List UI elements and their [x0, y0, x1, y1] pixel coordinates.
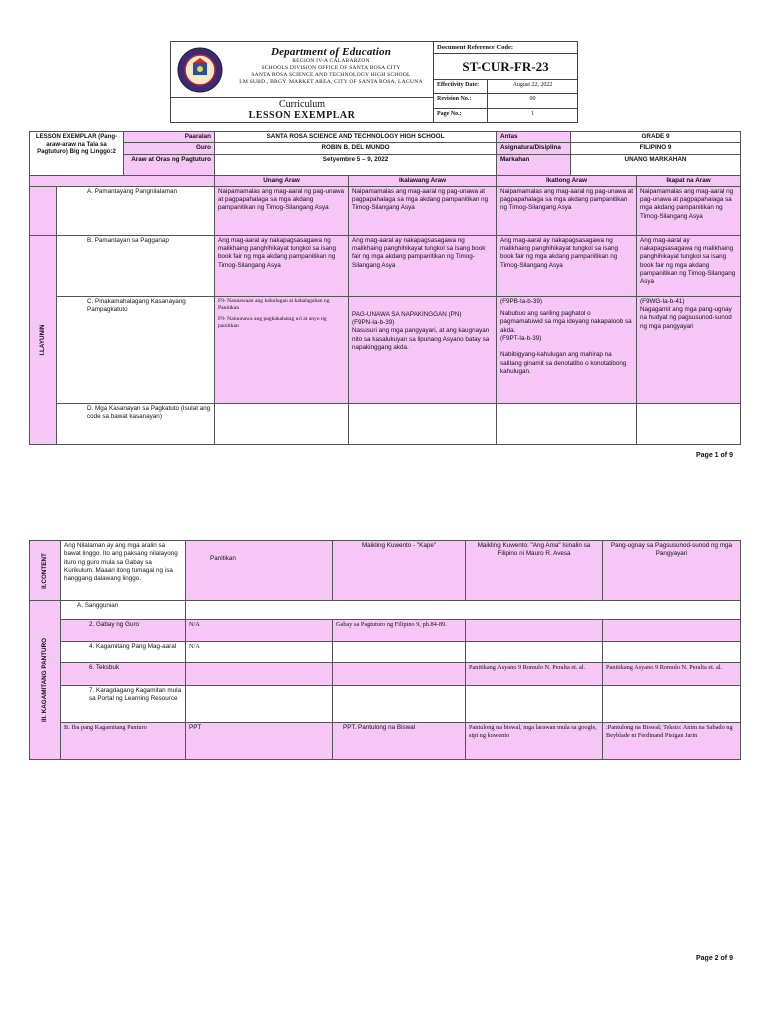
row-d-day3: [497, 403, 637, 444]
asignatura-value: FILIPINO 9: [571, 143, 741, 154]
day-header-4: Ikapat na Araw: [637, 175, 741, 186]
row-a-day4: Naipamamalas ang mag-aaral ng pag-unawa at pagpapahalaga sa mga akdang pampanitikan ng Timog-Silangang Asya: [637, 186, 741, 235]
paaralan-label: Paaralan: [124, 132, 215, 143]
iba-pang-day1: PPT: [186, 723, 333, 760]
row-d-day1: [215, 403, 349, 444]
document-control-box: [434, 42, 577, 122]
school-line: SANTA ROSA SCIENCE AND TECHNOLOGY HIGH SCHOOL: [251, 72, 411, 78]
kagamitang-mag-aaral-day1: N/A: [186, 642, 333, 663]
row-a-label: A. Pamantayang Pangnilalaman: [57, 186, 215, 235]
row-d-day4: [637, 403, 741, 444]
araw-label: Araw at Oras ng Pagtuturo: [124, 154, 215, 175]
header-identity: [171, 42, 434, 122]
guro-value: ROBIN B. DEL MUNDO: [215, 143, 497, 154]
gabay-guro-day2: Gabay sa Pagtuturo ng Filipino 9, ph.84-89.: [333, 620, 466, 642]
row-b-day4: Ang mag-aaral ay nakapagsasagawa ng malikhaing panghihikayat tungkol sa isang book fair ng mga akdang pampanitikan ng Timog-Silangang Asya: [637, 235, 741, 296]
kagamitan-side-label: III. KAGAMITANG PANTURO: [30, 601, 61, 760]
row-c-label: C. Pinakamahalagang Kasanayang Pampagkatuto: [57, 296, 215, 403]
iba-pang-day4: :Pantulong na Biswal; Teksto: Anim na Sabado ng Beyblade ni Ferdinand Pisigan Jarin: [603, 723, 741, 760]
kagamitang-mag-aaral-label: 4. Kagamitang Pang Mag-aaral: [61, 642, 186, 663]
department-title: Department of Education: [270, 46, 392, 58]
row-c-day1: F9- Naunawaan ang kahulugan at kahalagahan ng Panitikan F9- Naiuunawa ang pagkakahatag uri at anyo ng panitikan: [215, 296, 349, 403]
page-label: Page No.:: [434, 109, 488, 122]
row-b-day3: Ang mag-aaral ay nakapagsasagawa ng malikhaing panghihikayat tungkol sa isang book fair ng mga akdang pampanitikan ng Timog-Silangang Asya: [497, 235, 637, 296]
region-line: REGION IV-A CALABARZON: [292, 58, 370, 64]
gabay-guro-label: 2. Gabay ng Guro: [61, 620, 186, 642]
teksbuk-label: 6. Teksbuk: [61, 663, 186, 686]
iba-pang-day2: PPT. Pantulong na Biswal: [333, 723, 466, 760]
content-label: Ang Nilalaman ay ang mga aralin sa bawat linggo. Ito ang paksang nilalayong ituro ng guro mula sa Gabay sa Kurikulum. Maaari itong tumagal ng isa hanggang dalawang linggo.: [61, 541, 186, 601]
address-line: LM SUBD., BRGY. MARKET AREA, CITY OF SANTA ROSA, LAGUNA: [239, 79, 423, 85]
content-day3: Maikling Kuwento: "Ang Ama" Isinalin sa Filipino ni Mauro R. Avesa: [466, 541, 603, 601]
document-header: [170, 41, 578, 123]
iba-pang-day3: Pantulong na biswal, mga larawan mula sa google, sipi ng kuwento: [466, 723, 603, 760]
antas-label: Antas: [497, 132, 571, 143]
lesson-plan-table-1: [29, 131, 741, 445]
layunin-side-label: I.LAYUNIN: [30, 235, 57, 444]
effectivity-value: August 22, 2022: [512, 82, 553, 88]
day-header-1: Unang Araw: [215, 175, 349, 186]
revision-label: Revision No.:: [434, 94, 488, 107]
page-value: 1: [531, 110, 534, 117]
row-c-day3: (F9PB-Ia-b-39) Nabubuo ang sariling paghatol o pagmamatuwid sa mga ideyang nakapaloob sa akda. (F9PT-Ia-b-39) Nabibigyang-kahulugan ang mahirap na salitang ginamit sa denotatibo o konotatibong kahulugan.: [497, 296, 637, 403]
doc-ref-label: Document Reference Code:: [434, 42, 577, 54]
lesson-plan-table-2: [29, 540, 741, 760]
curriculum-label: Curriculum: [278, 99, 326, 110]
row-c-day2: PAG-UNAWA SA NAPAKINGGAN (PN) (F9PN-Ia-b-39) Nasusuri ang mga pangyayari, at ang kaugnayan nito sa kasalukuyan sa lipunang Asyano batay sa napakinggang akda.: [349, 296, 497, 403]
sanggunian-label: A. Sanggunian: [61, 601, 186, 620]
iba-pang-kagamitan-label: B. Iba pang Kagamitang Panturo: [61, 723, 186, 760]
karagdagang-label: 7. Karagdagang Kagamitan mula sa Portal ng Learning Resource: [61, 686, 186, 723]
row-b-label: B. Pamantayan sa Pagganap: [57, 235, 215, 296]
row-a-day2: Naipamamalas ang mag-aaral ng pag-unawa at pagpapahalaga sa mga akdang pampanitikan ng Timog-Silangang Asya: [349, 186, 497, 235]
day-header-2: Ikalawang Araw: [349, 175, 497, 186]
teksbuk-day4: Panitikang Asyano 9 Romulo N. Peralta et. al.: [603, 663, 741, 686]
row-d-day2: [349, 403, 497, 444]
content-day4: Pang-ugnay sa Pagsusunod-sunod ng mga Pangyayari: [603, 541, 741, 601]
guro-label: Guro: [124, 143, 215, 154]
row-b-day1: Ang mag-aaral ay nakapagsasagawa ng malikhaing panghihikayat tungkol sa isang book fair ng mga akdang pampanitikan ng Timog-Silangang Asya: [215, 235, 349, 296]
gabay-guro-day1: N/A: [186, 620, 333, 642]
row-a-day1: Naipamamalas ang mag-aaral ng pag-unawa at pagpapahalaga sa mga akdang pampanitikan ng Timog-Silangang Asya: [215, 186, 349, 235]
division-line: SCHOOLS DIVISION OFFICE OF SANTA ROSA CITY: [261, 65, 401, 71]
araw-value: Setyembre 5 – 9, 2022: [215, 154, 497, 175]
markahan-value: UNANG MARKAHAN: [571, 154, 741, 175]
row-a-day3: Naipamamalas ang mag-aaral ng pag-unawa at pagpapahalaga sa mga akdang pampanitikan ng Timog-Silangang Asya: [497, 186, 637, 235]
row-c-day4: (F9WG-Ia-b-41) Nagagamit ang mga pang-ugnay na hudyat ng pagsusunod-sunod ng mga pangyayari: [637, 296, 741, 403]
content-day2: Maikling Kuwento - "Kape": [333, 541, 466, 601]
teksbuk-day3: Panitikang Asyano 9 Romulo N. Peralta et. al.: [466, 663, 603, 686]
content-side-label: II.CONTENT: [30, 541, 61, 601]
page-2-number: Page 2 of 9: [696, 955, 733, 962]
markahan-label: Markahan: [497, 154, 571, 175]
page-1-number: Page 1 of 9: [696, 452, 733, 459]
lesson-exemplar-block: LESSON EXEMPLAR (Pang-araw-araw na Tala sa Pagtuturo) Big ng Linggo:2: [30, 132, 124, 176]
day-header-3: Ikatlong Araw: [497, 175, 637, 186]
row-d-label: D. Mga Kasanayan sa Pagkatuto (Isulat ang code sa bawat kasanayan): [57, 403, 215, 444]
content-day1: Panitikan: [186, 541, 333, 601]
row-b-day2: Ang mag-aaral ay nakapagsasagawa ng malikhaing panghihikayat tungkol sa isang book fair ng mga akdang pampanitikan ng Timog-Silangang Asya: [349, 235, 497, 296]
lesson-exemplar-title: LESSON EXEMPLAR: [248, 110, 356, 121]
effectivity-label: Effectivity Date:: [434, 80, 488, 93]
asignatura-label: Asignatura/Disiplina: [497, 143, 571, 154]
doc-code: ST-CUR-FR-23: [434, 54, 577, 80]
revision-value: 00: [529, 96, 536, 103]
deped-seal-icon: [171, 42, 229, 97]
antas-value: GRADE 9: [571, 132, 741, 143]
paaralan-value: SANTA ROSA SCIENCE AND TECHNOLOGY HIGH SCHOOL: [215, 132, 497, 143]
